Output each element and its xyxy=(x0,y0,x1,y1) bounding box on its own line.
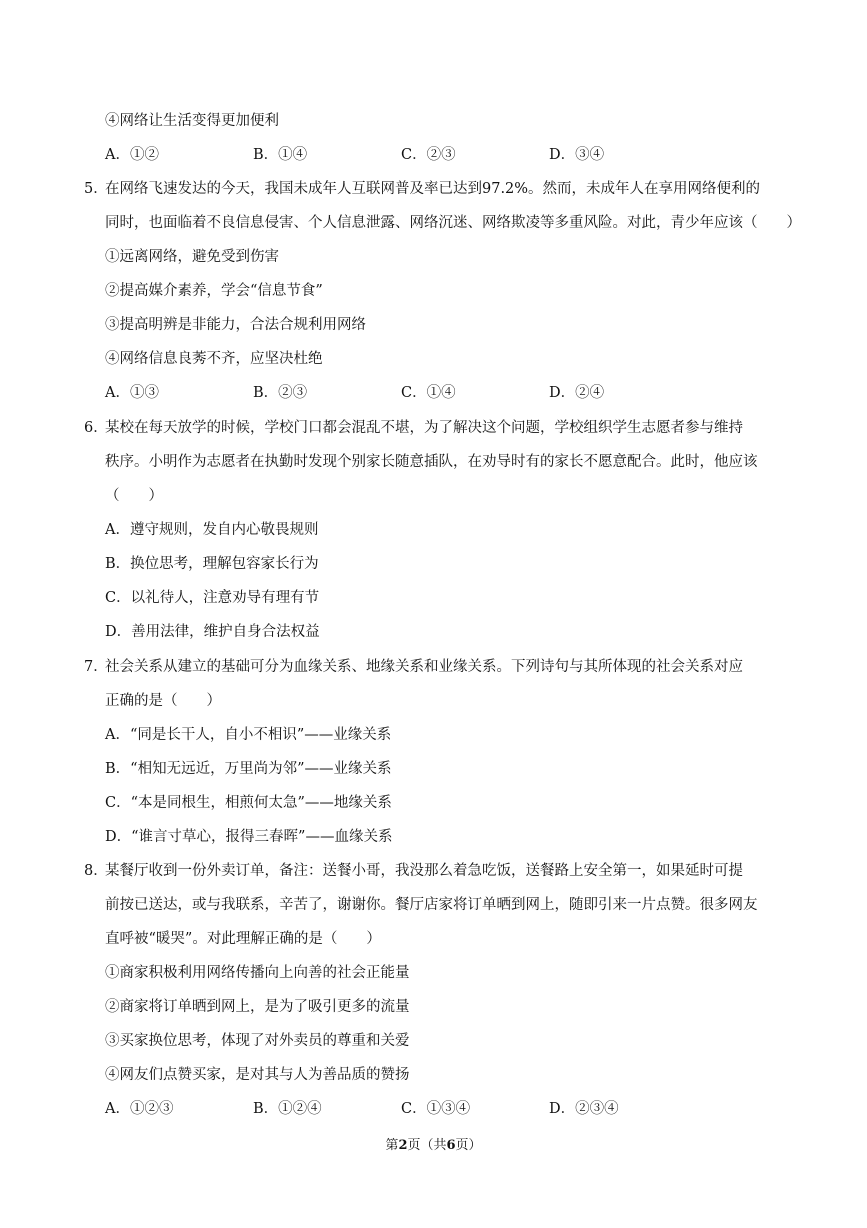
q5-stem-line-2: 同时，也面临着不良信息侵害、个人信息泄露、网络沉迷、网络欺凌等多重风险。对此，青少年应该（ ） xyxy=(105,215,801,231)
q8-option-d: D．②③④ xyxy=(549,1101,619,1117)
q8-item-2: ②商家将订单晒到网上，是为了吸引更多的流量 xyxy=(105,999,410,1015)
q5-option-c: C．①④ xyxy=(401,385,456,401)
q6-option-b: B．换位思考，理解包容家长行为 xyxy=(105,556,319,572)
q7-stem-text-1: 社会关系从建立的基础可分为血缘关系、地缘关系和业缘关系。下列诗句与其所体现的社会关系对应 xyxy=(105,659,743,675)
page-footer xyxy=(0,1137,867,1155)
q4-option-d: D．③④ xyxy=(549,147,605,163)
q7-stem-line-1 xyxy=(84,657,743,677)
q7-number: 7． xyxy=(84,659,108,675)
q8-item-4: ④网友们点赞买家，是对其与人为善品质的赞扬 xyxy=(105,1067,410,1083)
q7-option-d: D．“谁言寸草心，报得三春晖”——血缘关系 xyxy=(105,829,393,845)
q6-option-d: D．善用法律，维护自身合法权益 xyxy=(105,624,320,640)
q5-stem-line-1 xyxy=(84,179,760,199)
q6-number: 6． xyxy=(84,420,108,436)
q7-option-a: A．“同是长干人，自小不相识”——业缘关系 xyxy=(105,727,392,743)
q8-option-a: A．①②③ xyxy=(105,1101,174,1117)
q8-number: 8． xyxy=(84,863,108,879)
q8-option-c: C．①③④ xyxy=(401,1101,471,1117)
q4-option-b: B．①④ xyxy=(253,147,308,163)
footer-prefix: 第 xyxy=(385,1138,399,1153)
footer-total-pages: 6 xyxy=(446,1138,456,1153)
q7-stem-line-2: 正确的是（ ） xyxy=(105,693,221,709)
q7-option-c: C．“本是同根生，相煎何太急”——地缘关系 xyxy=(105,795,392,811)
q8-stem-text-1: 某餐厅收到一份外卖订单，备注：送餐小哥，我没那么着急吃饭，送餐路上安全第一，如果延时可提 xyxy=(105,863,743,879)
q8-item-3: ③买家换位思考，体现了对外卖员的尊重和关爱 xyxy=(105,1033,410,1049)
q6-stem-text-1: 某校在每天放学的时候，学校门口都会混乱不堪，为了解决这个问题，学校组织学生志愿者参与维持 xyxy=(105,420,743,436)
q6-option-c: C．以礼待人，注意劝导有理有节 xyxy=(105,590,320,606)
q5-option-b: B．②③ xyxy=(253,385,308,401)
q4-option-c: C．②③ xyxy=(401,147,456,163)
q6-stem-line-2: 秩序。小明作为志愿者在执勤时发现个别家长随意插队，在劝导时有的家长不愿意配合。此时，他应该 xyxy=(105,454,758,470)
q5-option-d: D．②④ xyxy=(549,385,605,401)
q8-stem-line-2: 前按已送达，或与我联系，辛苦了，谢谢你。餐厅店家将订单晒到网上，随即引来一片点赞。很多网友 xyxy=(105,897,758,913)
q5-item-2: ②提高媒介素养，学会“信息节食” xyxy=(105,283,323,299)
q8-option-b: B．①②④ xyxy=(253,1101,322,1117)
q5-item-4: ④网络信息良莠不齐，应坚决杜绝 xyxy=(105,351,323,367)
q4-option-a: A．①② xyxy=(105,147,159,163)
footer-page-number: 2 xyxy=(398,1138,408,1153)
footer-mid: 页（共 xyxy=(407,1138,447,1153)
q5-option-a: A．①③ xyxy=(105,385,159,401)
q8-stem-line-1 xyxy=(84,861,743,881)
q6-stem-line-1 xyxy=(84,418,743,438)
q6-option-a: A．遵守规则，发自内心敬畏规则 xyxy=(105,522,319,538)
q5-stem-text-1: 在网络飞速发达的今天，我国未成年人互联网普及率已达到97.2%。然而，未成年人在享用网络便利的 xyxy=(105,181,761,197)
q8-stem-line-3: 直呼被“暖哭”。对此理解正确的是（ ） xyxy=(105,931,381,947)
q5-item-3: ③提高明辨是非能力，合法合规利用网络 xyxy=(105,317,366,333)
q4-item-4: ④网络让生活变得更加便利 xyxy=(105,113,279,129)
footer-suffix: 页） xyxy=(455,1138,482,1153)
q7-option-b: B．“相知无远近，万里尚为邻”——业缘关系 xyxy=(105,761,392,777)
q5-number: 5． xyxy=(84,181,108,197)
q8-item-1: ①商家积极利用网络传播向上向善的社会正能量 xyxy=(105,965,410,981)
q6-stem-line-3: （ ） xyxy=(105,488,163,504)
q5-item-1: ①远离网络，避免受到伤害 xyxy=(105,249,279,265)
